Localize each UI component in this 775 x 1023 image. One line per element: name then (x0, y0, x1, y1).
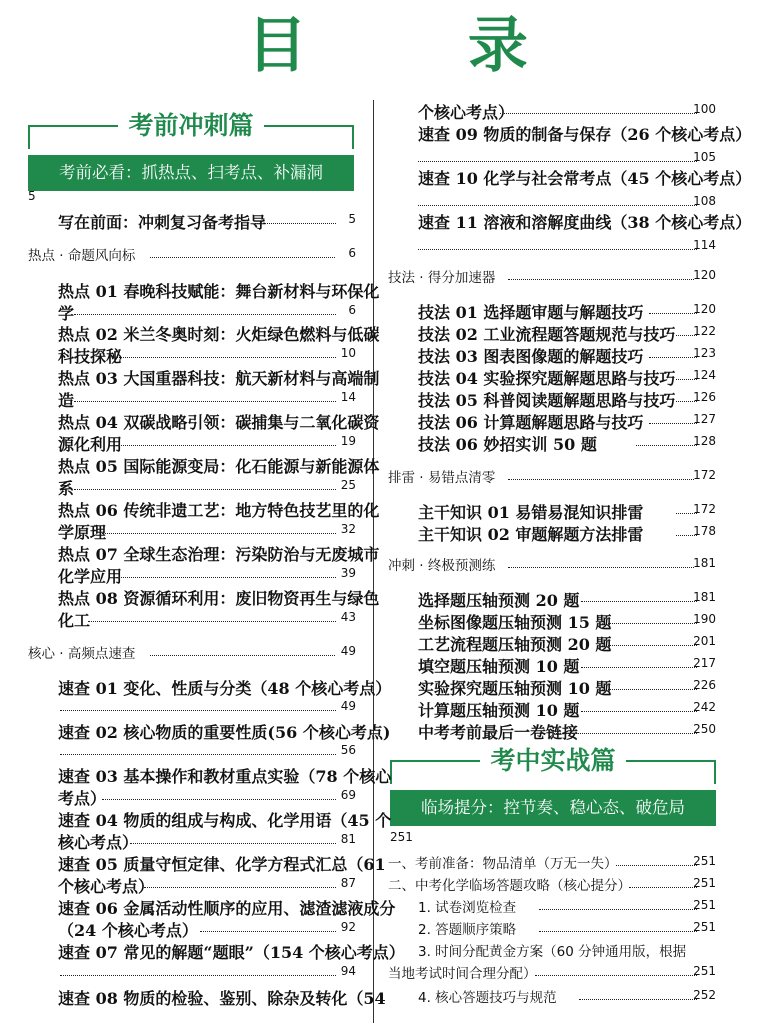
toc-page-number: 5 (348, 212, 356, 226)
toc-entry: 技法 03 图表图像题的解题技巧 (418, 347, 644, 366)
left-top-page: 5 (28, 189, 36, 203)
toc-entry: 热点 07 全球生态治理：污染防治与无废城市 (58, 545, 380, 564)
toc-entry: 计算题压轴预测 10 题 (418, 701, 580, 720)
toc-entry: 热点 04 双碳战略引领：碳捕集与二氧化碳资 (58, 413, 380, 432)
toc-leader-dots (60, 744, 336, 755)
toc-entry: 速查 03 基本操作和教材重点实验（78 个核心 (58, 767, 392, 786)
toc-page-number: 6 (348, 246, 356, 260)
toc-leader-dots (418, 151, 697, 162)
toc-page-number: 124 (693, 368, 716, 382)
toc-page-number: 178 (693, 524, 716, 538)
toc-page-number: 49 (340, 644, 356, 658)
toc-entry-continued: 科技探秘 (58, 347, 123, 366)
toc-section-heading: 冲刺 · 终极预测练 (388, 558, 496, 574)
toc-page-number: 126 (693, 390, 716, 404)
toc-leader-dots (539, 921, 697, 932)
toc-entry-continued: 当地考试时间合理分配） (388, 966, 537, 982)
toc-page-number: 120 (693, 302, 716, 316)
toc-page-number: 181 (693, 590, 716, 604)
toc-leader-dots (535, 965, 697, 976)
toc-leader-dots (508, 269, 694, 280)
toc-entry: 工艺流程题压轴预测 20 题 (418, 635, 612, 654)
toc-leader-dots (554, 723, 697, 734)
toc-entry: 速查 02 核心物质的重要性质(56 个核心考点) (58, 723, 391, 742)
toc-page-number: 251 (693, 964, 716, 978)
toc-leader-dots (200, 921, 336, 932)
toc-page-number: 217 (693, 656, 716, 670)
toc-leader-dots (508, 469, 694, 480)
toc-entry-continued: 个核心考点） (58, 877, 155, 896)
toc-leader-dots (102, 523, 336, 534)
toc-page-number: 251 (693, 876, 716, 890)
toc-page-number: 251 (693, 920, 716, 934)
toc-page-number: 69 (340, 788, 356, 802)
right-banner-title: 考中实战篇 (480, 746, 625, 775)
toc-entry: 选择题压轴预测 20 题 (418, 591, 580, 610)
toc-leader-dots (74, 391, 336, 402)
toc-entry: 主干知识 02 审题解题方法排雷 (418, 525, 644, 544)
toc-entry-continued: 核心考点） (58, 833, 139, 852)
toc-entry: 速查 04 物质的组成与构成、化学用语（45 个 (58, 811, 392, 830)
toc-entry: 技法 05 科普阅读题解题思路与技巧 (418, 391, 676, 410)
toc-page-number: 122 (693, 324, 716, 338)
toc-leader-dots (144, 877, 336, 888)
right-banner-subtitle: 临场提分：控节奏、稳心态、破危局 (390, 790, 716, 826)
toc-leader-dots (150, 247, 335, 258)
toc-page-number: 190 (693, 612, 716, 626)
toc-page-number: 250 (693, 722, 716, 736)
toc-page-number: 128 (693, 434, 716, 448)
toc-page-number: 114 (693, 238, 716, 252)
toc-page-number: 43 (340, 610, 356, 624)
toc-page-number: 14 (340, 390, 356, 404)
toc-leader-dots (418, 239, 697, 250)
toc-entry: 坐标图像题压轴预测 15 题 (418, 613, 612, 632)
toc-entry: 填空题压轴预测 10 题 (418, 657, 580, 676)
toc-entry: 热点 05 国际能源变局：化石能源与新能源体 (58, 457, 380, 476)
toc-page-number: 39 (340, 566, 356, 580)
toc-page-number: 81 (340, 832, 356, 846)
toc-page-number: 242 (693, 700, 716, 714)
toc-entry: 写在前面：冲刺复习备考指导 (58, 213, 267, 232)
toc-entry: 技法 06 妙招实训 50 题 (418, 435, 597, 454)
toc-entry-continued: 化工 (58, 611, 91, 630)
toc-entry: 速查 09 物质的制备与保存（26 个核心考点） (418, 125, 752, 144)
toc-entry-continued: 学原理 (58, 523, 107, 542)
toc-entry: 速查 06 金属活动性顺序的应用、滤渣滤液成分 (58, 899, 396, 918)
toc-page-number: 56 (340, 743, 356, 757)
toc-entry: 技法 06 计算题解题思路与技巧 (418, 413, 644, 432)
left-banner-subtitle: 考前必看：抓热点、扫考点、补漏洞 (28, 155, 354, 191)
toc-page-number: 105 (693, 150, 716, 164)
toc-leader-dots (60, 965, 336, 976)
toc-entry-continued: 造 (58, 391, 75, 410)
toc-entry: 速查 08 物质的检验、鉴别、除杂及转化（54 (58, 989, 386, 1008)
toc-entry-continued: 系 (58, 479, 75, 498)
toc-entry: 中考考前最后一卷链接 (418, 723, 579, 742)
toc-entry: 速查 11 溶液和溶解度曲线（38 个核心考点） (418, 213, 752, 232)
toc-leader-dots (60, 700, 336, 711)
toc-page-number: 226 (693, 678, 716, 692)
toc-entry: 技法 02 工业流程题答题规范与技巧 (418, 325, 676, 344)
toc-page-number: 87 (340, 876, 356, 890)
toc-entry: 二、中考化学临场答题攻略（核心提分） (388, 878, 631, 894)
toc-entry: 速查 01 变化、性质与分类（48 个核心考点） (58, 679, 392, 698)
page-title: 目 录 (247, 11, 598, 81)
toc-leader-dots (102, 789, 336, 800)
toc-page-number: 10 (340, 346, 356, 360)
toc-leader-dots (116, 567, 336, 578)
toc-leader-dots (130, 833, 336, 844)
toc-entry: 实验探究题压轴预测 10 题 (418, 679, 612, 698)
toc-page-number: 32 (340, 522, 356, 536)
toc-leader-dots (88, 611, 336, 622)
toc-entry: 主干知识 01 易错易混知识排雷 (418, 503, 644, 522)
toc-page-number: 252 (693, 988, 716, 1002)
toc-section-heading: 核心 · 高频点速查 (28, 646, 136, 662)
toc-page-number: 49 (340, 699, 356, 713)
toc-entry: 速查 05 质量守恒定律、化学方程式汇总（61 (58, 855, 386, 874)
toc-entry: 热点 01 春晚科技赋能：舞台新材料与环保化 (58, 282, 380, 301)
toc-page-number: 172 (693, 502, 716, 516)
toc-page-number: 100 (693, 102, 716, 116)
toc-leader-dots (74, 479, 336, 490)
toc-page-number: 123 (693, 346, 716, 360)
toc-section-heading: 热点 · 命题风向标 (28, 248, 136, 264)
toc-entry: 热点 08 资源循环利用：废旧物资再生与绿色 (58, 589, 380, 608)
toc-page-number: 172 (693, 468, 716, 482)
toc-page-number: 201 (693, 634, 716, 648)
toc-entry: 4. 核心答题技巧与规范 (418, 990, 557, 1006)
toc-page-number: 25 (340, 478, 356, 492)
toc-leader-dots (418, 195, 697, 206)
toc-page-number: 181 (693, 556, 716, 570)
toc-section-heading: 排雷 · 易错点清零 (388, 470, 496, 486)
toc-leader-dots (74, 304, 336, 315)
left-section-banner (28, 111, 354, 191)
toc-page-number: 251 (693, 854, 716, 868)
toc-entry: 热点 03 大国重器科技：航天新材料与高端制 (58, 369, 380, 388)
toc-entry-continued: 化学应用 (58, 567, 123, 586)
toc-entry: 1. 试卷浏览检查 (418, 900, 517, 916)
toc-entry: 个核心考点） (418, 103, 515, 122)
toc-page-number: 120 (693, 268, 716, 282)
toc-leader-dots (150, 645, 335, 656)
toc-entry: 3. 时间分配黄金方案（60 分钟通用版，根据 (418, 944, 687, 960)
toc-entry-continued: 学 (58, 304, 75, 323)
toc-entry: 2. 答题顺序策略 (418, 922, 517, 938)
toc-entry: 速查 10 化学与社会常考点（45 个核心考点） (418, 169, 752, 188)
right-section-banner (390, 746, 716, 826)
toc-section-heading: 技法 · 得分加速器 (388, 270, 496, 286)
toc-page-number: 251 (693, 898, 716, 912)
toc-entry: 技法 01 选择题审题与解题技巧 (418, 303, 644, 322)
toc-entry: 技法 04 实验探究题解题思路与技巧 (418, 369, 676, 388)
right-bottom-page: 251 (390, 830, 413, 844)
toc-entry-continued: （24 个核心考点） (58, 921, 198, 940)
toc-entry: 热点 02 米兰冬奥时刻：火炬绿色燃料与低碳 (58, 325, 380, 344)
toc-leader-dots (116, 435, 336, 446)
toc-page-number: 108 (693, 194, 716, 208)
toc-leader-dots (500, 103, 697, 114)
left-banner-title: 考前冲刺篇 (118, 111, 263, 140)
toc-entry: 速查 07 常见的解题“题眼”（154 个核心考点） (58, 943, 405, 962)
toc-entry-continued: 源化利用 (58, 435, 123, 454)
toc-page-number: 94 (340, 964, 356, 978)
toc-entry-continued: 考点） (58, 789, 107, 808)
toc-page-number: 127 (693, 412, 716, 426)
toc-page-number: 19 (340, 434, 356, 448)
toc-entry: 热点 06 传统非遗工艺：地方特色技艺里的化 (58, 501, 380, 520)
toc-entry: 一、考前准备：物品清单（万无一失） (388, 856, 618, 872)
toc-page-number: 6 (348, 303, 356, 317)
toc-leader-dots (539, 899, 697, 910)
toc-leader-dots (116, 347, 336, 358)
toc-leader-dots (508, 557, 694, 568)
toc-page-number: 92 (340, 920, 356, 934)
